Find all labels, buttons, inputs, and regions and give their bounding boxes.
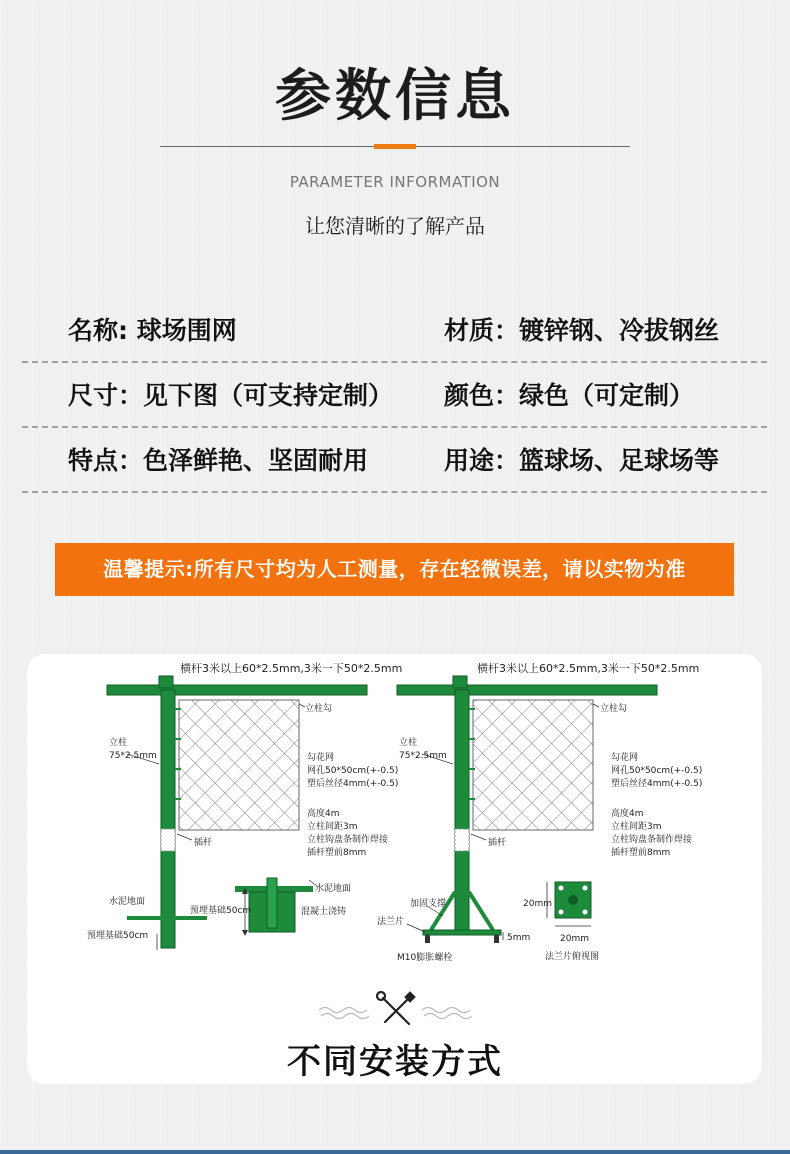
label-height: 高度4m bbox=[307, 809, 340, 819]
label-flange-width: 20mm bbox=[560, 934, 589, 944]
label-crossbar: 横杆3米以上60*2.5mm,3米一下50*2.5mm bbox=[180, 662, 403, 675]
label-concrete: 混凝土浇铸 bbox=[301, 907, 347, 917]
label-post-size: 75*2.5mm bbox=[109, 751, 157, 761]
tools-divider bbox=[319, 992, 472, 1024]
param-usage: 用途：篮球场、足球场等 bbox=[444, 446, 720, 475]
param-name: 名称: 球场围网 bbox=[68, 316, 237, 345]
label-mesh: 勾花网 bbox=[611, 753, 639, 763]
page-title: 参数信息 bbox=[275, 64, 515, 129]
label-weld: 立柱钩盘条制作焊接 bbox=[307, 835, 389, 845]
embedded-post bbox=[267, 878, 277, 928]
param-size: 尺寸：见下图（可支持定制） bbox=[68, 381, 394, 410]
post-cap bbox=[159, 676, 173, 688]
label-mesh-hole: 网孔50*50cm(+-0.5) bbox=[611, 766, 703, 776]
label-rod: 插杆 bbox=[488, 838, 507, 848]
label-hook: 立柱勾 bbox=[305, 704, 333, 714]
flange-plate bbox=[423, 930, 501, 935]
label-foundation: 预埋基础50cm bbox=[87, 931, 149, 941]
subtitle-chinese: 让您清晰的了解产品 bbox=[305, 214, 485, 238]
rod-joint bbox=[455, 829, 469, 851]
param-row bbox=[22, 362, 767, 428]
chain-link-mesh bbox=[179, 700, 299, 830]
label-spacing: 立柱间距3m bbox=[307, 822, 358, 832]
label-mesh: 勾花网 bbox=[307, 753, 335, 763]
title-accent-bar bbox=[374, 144, 416, 149]
chain-link-mesh bbox=[473, 700, 593, 830]
label-weld: 立柱钩盘条制作焊接 bbox=[611, 835, 693, 845]
left-diagram bbox=[87, 661, 405, 950]
param-color: 颜色：绿色（可定制） bbox=[444, 381, 695, 410]
label-flange-height: 20mm bbox=[523, 899, 552, 909]
param-feature: 特点：色泽鲜艳、坚固耐用 bbox=[68, 446, 369, 475]
install-diagram-card bbox=[27, 654, 762, 1084]
label-post: 立柱 bbox=[399, 738, 418, 748]
label-hook: 立柱勾 bbox=[600, 704, 628, 714]
wrench-screwdriver-icon bbox=[377, 992, 414, 1024]
post-cap bbox=[453, 676, 467, 688]
label-wire-dia: 塑后丝径4mm(+-0.5) bbox=[307, 779, 399, 789]
install-methods-title: 不同安装方式 bbox=[287, 1042, 503, 1082]
label-crossbar: 横杆3米以上60*2.5mm,3米一下50*2.5mm bbox=[477, 662, 700, 675]
label-spacing: 立柱间距3m bbox=[611, 822, 662, 832]
label-ground2: 水泥地面 bbox=[315, 884, 352, 894]
post bbox=[161, 690, 175, 948]
subtitle-english: PARAMETER INFORMATION bbox=[289, 173, 501, 191]
label-post-size: 75*2.5mm bbox=[399, 751, 447, 761]
label-flange: 法兰片 bbox=[377, 917, 405, 927]
label-height: 高度4m bbox=[611, 809, 644, 819]
crossbar bbox=[107, 685, 367, 695]
label-foundation2: 预埋基础50cm bbox=[190, 906, 252, 916]
install-diagram bbox=[27, 654, 762, 1084]
label-rod-size: 插杆塑前8mm bbox=[611, 848, 671, 858]
crossbar bbox=[397, 685, 657, 695]
label-wire-dia: 塑后丝径4mm(+-0.5) bbox=[611, 779, 703, 789]
label-bolt: M10膨胀螺栓 bbox=[397, 953, 453, 963]
label-ground: 水泥地面 bbox=[109, 897, 146, 907]
param-row bbox=[22, 427, 767, 493]
brace-right bbox=[469, 892, 493, 930]
label-brace: 加固支撑 bbox=[410, 899, 447, 909]
label-thickness: 5mm bbox=[507, 933, 531, 943]
label-rod-size: 插杆塑前8mm bbox=[307, 848, 367, 858]
param-material: 材质：镀锌钢、冷拔钢丝 bbox=[444, 316, 720, 345]
bottom-border bbox=[0, 1150, 790, 1154]
label-flange-view: 法兰片俯视图 bbox=[545, 952, 600, 962]
post bbox=[455, 690, 469, 930]
label-rod: 插杆 bbox=[194, 838, 213, 848]
label-mesh-hole: 网孔50*50cm(+-0.5) bbox=[307, 766, 399, 776]
right-diagram bbox=[377, 661, 702, 963]
param-row bbox=[22, 297, 767, 363]
label-post: 立柱 bbox=[109, 738, 128, 748]
rod-joint bbox=[161, 829, 175, 851]
notice-banner: 温馨提示:所有尺寸均为人工测量，存在轻微误差，请以实物为准 bbox=[55, 543, 734, 596]
